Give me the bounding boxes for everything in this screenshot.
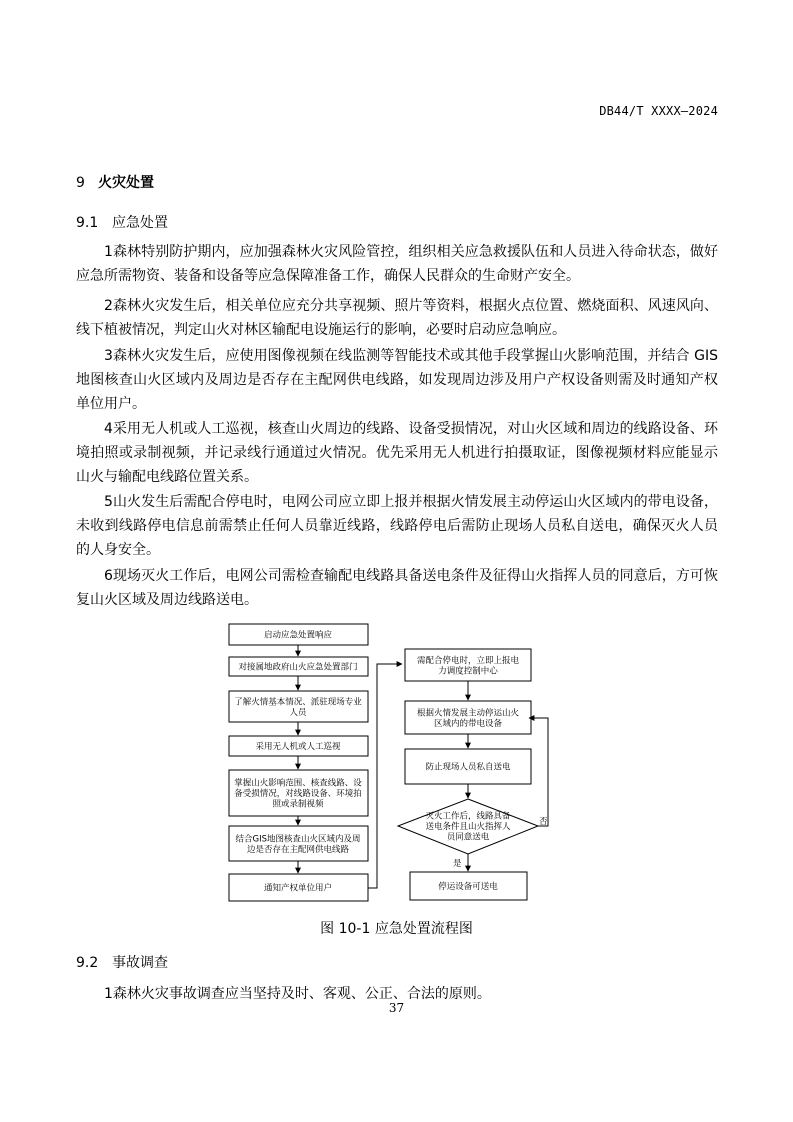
- flow-yes-label: 是: [453, 859, 462, 869]
- section-9-heading: [76, 172, 154, 192]
- flow-node-text-left-4-0: 掌握山火影响范围、核查线路、设: [234, 778, 362, 789]
- section-9-2-heading: [76, 952, 168, 972]
- flow-node-text-left-4-2: 照或录制视频: [272, 799, 324, 810]
- section-9-1-heading: [76, 212, 168, 232]
- flow-node-text-right-0-1: 力调度控制中心: [438, 666, 498, 677]
- section-number: 9: [76, 175, 85, 191]
- paragraph-4: 4采用无人机或人工巡视，核查山火周边的线路、设备受损情况，对山火区域和周边的线路设备、环境拍照或录制视频，并记录线行通道过火情况。优先采用无人机进行拍摄取证，图像视频材料应能显示山火与输配电线路位置关系。: [76, 421, 718, 485]
- page-number: 37: [388, 1001, 405, 1015]
- paragraph-6: 6现场灭火工作后，电网公司需检查输配电线路具备送电条件及征得山火指挥人员的同意后，方可恢复山火区域及周边线路送电。: [76, 568, 718, 608]
- document-code: DB44/T XXXX—2024: [599, 104, 718, 118]
- figure-caption: 图 10-1 应急处置流程图: [320, 921, 473, 937]
- paragraph-9-2-1: 1森林火灾事故调查应当坚持及时、客观、公正、合法的原则。: [104, 986, 491, 1002]
- flow-node-text-right-3-2: 员同意送电: [446, 832, 490, 843]
- flow-node-text-left-6-0: 通知产权单位用户: [263, 883, 333, 894]
- section-title: 火灾处置: [98, 175, 154, 191]
- section-number: 9.2: [76, 955, 99, 971]
- flow-node-text-left-2-0: 了解火情基本情况、派驻现场专业: [234, 697, 362, 708]
- paragraph-5: 5山火发生后需配合停电时，电网公司应立即上报并根据火情发展主动停运山火区域内的带电设备，未收到线路停电信息前需禁止任何人员靠近线路，线路停电后需防止现场人员私自送电，确保灭火人员的人身安全。: [76, 494, 718, 558]
- section-title: 事故调查: [112, 955, 168, 971]
- section-title: 应急处置: [112, 215, 168, 231]
- flow-node-text-right-0-0: 需配合停电时，立即上报电: [416, 655, 520, 666]
- flow-node-text-right-2-0: 防止现场人员私自送电: [425, 762, 511, 773]
- paragraph-2: 2森林火灾发生后，相关单位应充分共享视频、照片等资料，根据火点位置、燃烧面积、风速风向、线下植被情况，判定山火对林区输配电设施运行的影响，必要时启动应急响应。: [76, 298, 718, 338]
- flow-node-text-left-3-0: 采用无人机或人工巡视: [255, 742, 341, 752]
- flow-node-text-left-4-1: 备受损情况，对线路设备、环境拍: [234, 789, 362, 799]
- paragraph-3: 3森林火灾发生后，应使用图像视频在线监测等智能技术或其他手段掌握山火影响范围，并结合 GIS 地图核查山火区域内及周边是否存在主配网供电线路，如发现周边涉及用户产权设备则需及时通知产权单位用户。: [76, 348, 718, 412]
- paragraph-1: 1森林特别防护期内，应加强森林火灾风险管控，组织相关应急救援队伍和人员进入待命状态，做好应急所需物资、装备和设备等应急保障准备工作，确保人民群众的生命财产安全。: [76, 244, 718, 284]
- flow-node-text-left-0-0: 启动应急处置响应: [263, 630, 333, 641]
- flow-node-text-left-5-0: 结合GIS地图核查山火区域内及周: [235, 834, 361, 845]
- flow-no-label: 否: [539, 817, 548, 827]
- flow-node-text-left-1-0: 对接属地政府山火应急处置部门: [238, 662, 358, 673]
- emergency-flowchart: [226, 620, 556, 908]
- flow-node-text-right-3-1: 送电条件且山火指挥人: [425, 822, 511, 832]
- flow-node-text-left-2-1: 人员: [289, 707, 307, 718]
- section-number: 9.1: [76, 215, 99, 231]
- flow-node-text-left-5-1: 边是否存在主配网供电线路: [246, 844, 350, 855]
- flow-node-text-right-4-0: 停运设备可送电: [438, 882, 498, 892]
- flow-node-text-right-3-0: 灭火工作后，线路具备: [425, 811, 511, 822]
- flow-node-text-right-1-0: 根据火情发展主动停运山火: [416, 708, 520, 719]
- flow-node-text-right-1-1: 区域内的带电设备: [433, 718, 503, 729]
